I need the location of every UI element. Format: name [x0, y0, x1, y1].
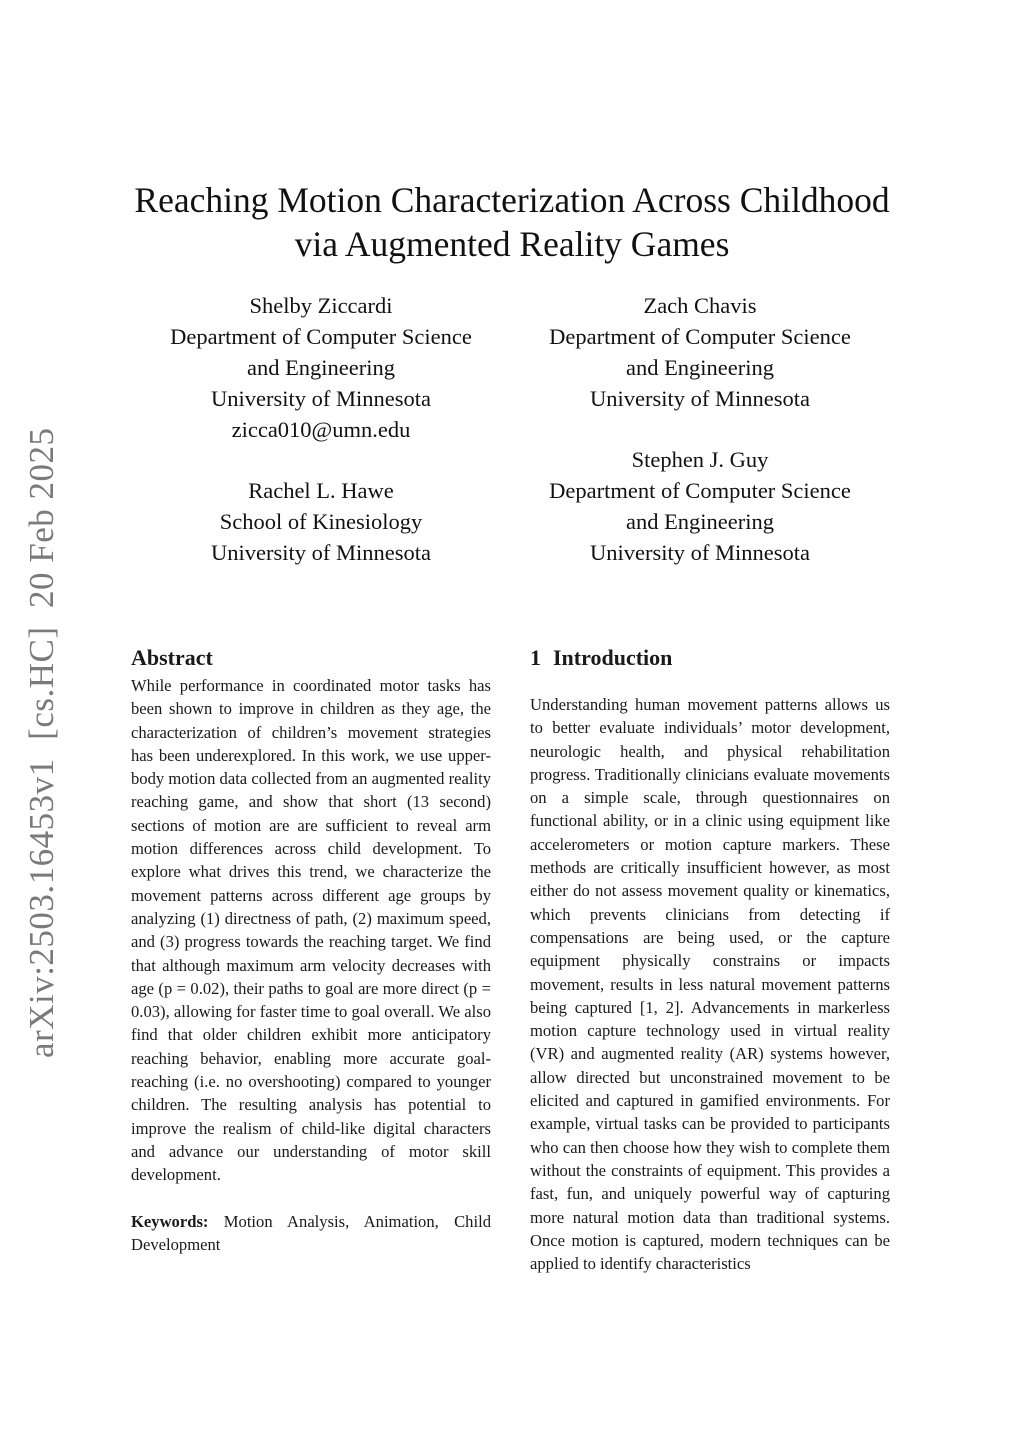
paper-title-line-2: via Augmented Reality Games [294, 224, 730, 264]
author-affiliation-line: Department of Computer Science [549, 324, 851, 349]
author-affiliation-line: University of Minnesota [590, 386, 810, 411]
author-affiliation-line: and Engineering [246, 355, 396, 380]
keywords-label: Keywords: [131, 1211, 209, 1231]
section-title: Introduction [553, 645, 673, 670]
author-affiliation-line: Department of Computer Science [170, 324, 472, 349]
author-affiliation-line: School of Kinesiology [219, 509, 423, 534]
author-affiliation-line: University of Minnesota [211, 386, 431, 411]
abstract-text: While performance in coordinated motor tasks has been shown to improve in children as they age, the characterization of children’s movement strategies has been underexplored. In this work, we use upper-body motion data collected from an augmented reality reaching game, and show that short (13 second) sections of motion are are sufficient to reveal arm motion differences across child development. To explore what drives this trend, we characterize the movement patterns across different age groups by analyzing (1) directness of path, (2) maximum speed, and (3) progress towards the reaching target. We find that although maximum arm velocity decreases with age (p = 0.02), their paths to goal are more direct (p = 0.03), allowing for faster time to goal overall. We also find that older children exhibit more anticipatory reaching behavior, enabling more accurate goal-reaching (i.e. no overshooting) compared to younger children. The resulting analysis has potential to improve the realism of child-like digital characters and advance our understanding of motor skill development. [131, 676, 491, 1185]
author-name: Zach Chavis [643, 293, 757, 318]
author-block-chavis [500, 290, 900, 414]
author-name: Rachel L. Hawe [248, 478, 394, 503]
author-block-hawe [121, 475, 521, 568]
author-affiliation-line: Department of Computer Science [549, 478, 851, 503]
keywords-text: Motion Analysis, Animation, Child Development [131, 1211, 491, 1254]
author-name: Stephen J. Guy [631, 447, 769, 472]
author-affiliation-line: and Engineering [625, 509, 775, 534]
paper-title-line-1: Reaching Motion Characterization Across Childhood [134, 180, 890, 220]
author-block-guy [500, 444, 900, 568]
abstract-column [131, 644, 491, 1256]
paper-title [100, 178, 924, 266]
author-name: Shelby Ziccardi [249, 293, 393, 318]
abstract-heading: Abstract [131, 645, 213, 670]
author-email: zicca010@umn.edu [231, 417, 411, 442]
author-block-ziccardi [121, 290, 521, 445]
introduction-text: Understanding human movement patterns allows us to better evaluate individuals’ motor development, neurologic health, and physical rehabilitation progress. Traditionally clinicians evaluate movements on a simple scale, through questionnaires on functional ability, or in a clinic using equipment like accelerometers or motion capture markers. These methods are critically insufficient however, as most either do not assess movement quality or kinematics, which prevents clinicians from detecting if compensations are being used, or the capture equipment physically constrains or impacts movement, results in less natural movement patterns being captured [1, 2]. Advancements in markerless motion capture technology used in virtual reality (VR) and augmented reality (AR) systems however, allow directed but unconstrained movement to be elicited and captured in gamified environments. For example, virtual tasks can be provided to participants who can then choose how they wish to complete them without the constraints of equipment. This provides a fast, fun, and uniquely powerful way of capturing more natural motion data than traditional systems. Once motion is captured, modern techniques can be applied to identify characteristics [530, 695, 890, 1274]
section-number: 1 [530, 645, 541, 670]
author-affiliation-line: University of Minnesota [590, 540, 810, 565]
introduction-heading [530, 644, 890, 672]
introduction-column [530, 644, 890, 1275]
author-affiliation-line: and Engineering [625, 355, 775, 380]
keywords-line [131, 1210, 491, 1257]
arxiv-identifier-stamp: arXiv:2503.16453v1 [cs.HC] 20 Feb 2025 [22, 427, 61, 1058]
author-affiliation-line: University of Minnesota [211, 540, 431, 565]
